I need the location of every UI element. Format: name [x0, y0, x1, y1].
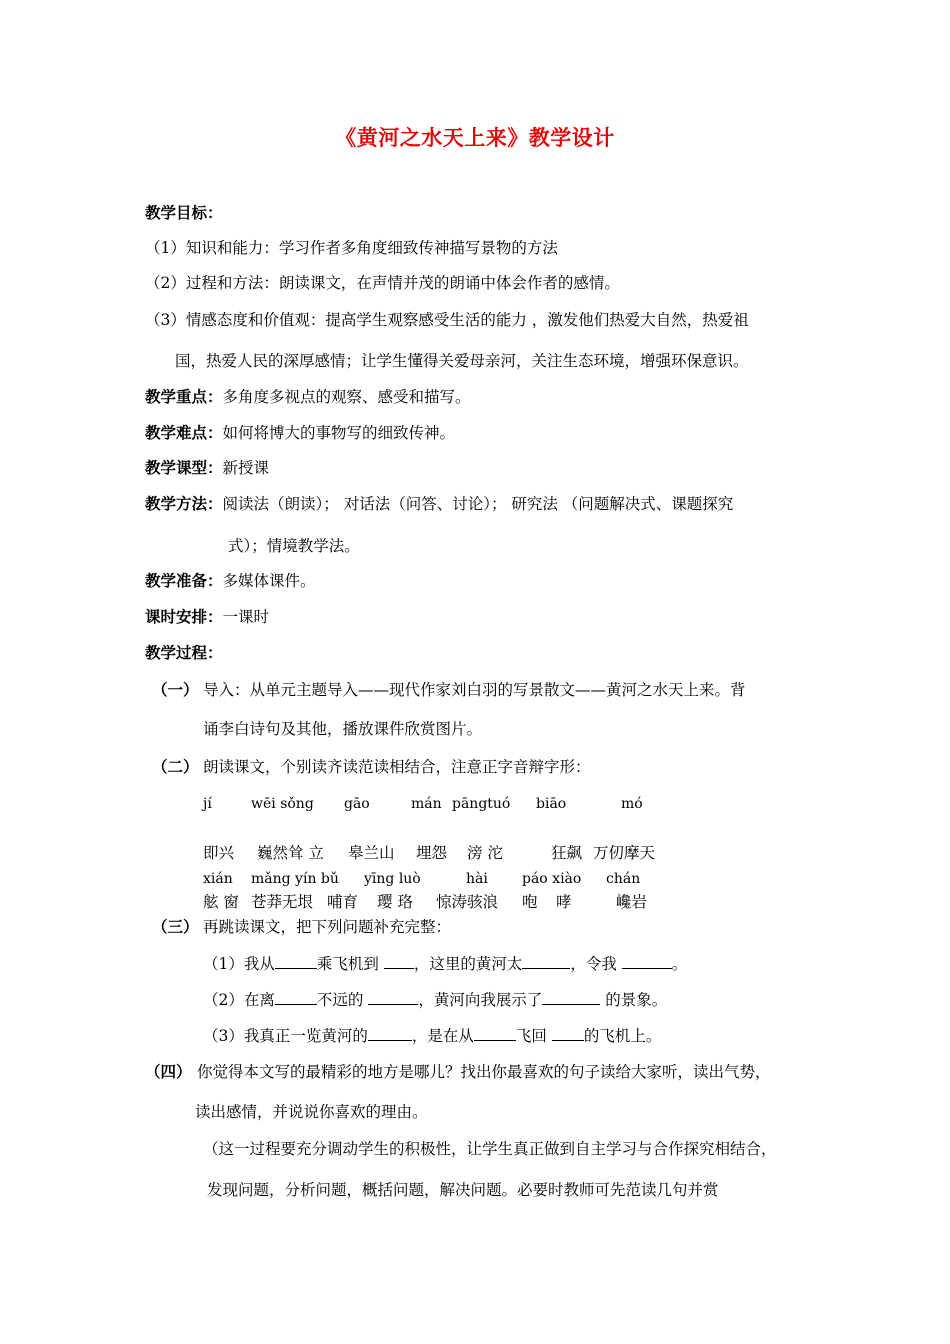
vocab-word: 咆: [522, 893, 538, 911]
pinyin: jí: [203, 796, 212, 812]
step-4-text-2: 读出感情，并说说你喜欢的理由。: [195, 1103, 428, 1121]
question-text: 飞回: [515, 1027, 547, 1045]
goal-1: （1）知识和能力：学习作者多角度细致传神描写景物的方法: [145, 239, 558, 257]
question-text: 。: [671, 955, 688, 973]
answer-blank[interactable]: [384, 954, 414, 969]
pinyin: xián: [203, 871, 233, 887]
question-text: 不远的: [316, 991, 364, 1009]
fill-question-2: [203, 990, 667, 1010]
step-3-label: （三）: [152, 918, 199, 936]
vocab-word: 舷 窗: [203, 893, 239, 911]
pinyin: yīng luò: [364, 871, 421, 887]
answer-blank[interactable]: [368, 1026, 412, 1041]
answer-blank[interactable]: [368, 990, 418, 1005]
question-text: 乘飞机到: [316, 955, 379, 973]
pinyin: páo xiào: [522, 871, 582, 887]
vocab-word: 哮: [556, 893, 572, 911]
step-4-text-1: 你觉得本文写的最精彩的地方是哪儿？找出你最喜欢的句子读给大家听，读出气势，: [197, 1063, 771, 1081]
key-point-row: [145, 387, 471, 407]
schedule-label: 课时安排：: [145, 608, 223, 626]
difficulty-row: [145, 423, 455, 443]
pinyin: chán: [606, 871, 641, 887]
goals-heading: 教学目标：: [145, 204, 223, 222]
question-text: ，令我: [570, 955, 617, 973]
pinyin: mó: [621, 796, 643, 812]
vocab-word: 哺育: [327, 893, 359, 911]
lesson-type-row: [145, 458, 269, 478]
vocab-word: 万仞摩天: [593, 844, 656, 862]
vocab-word: 惊涛骇浪: [436, 893, 499, 911]
teaching-note-1: （这一过程要充分调动学生的积极性，让学生真正做到自主学习与合作探究相结合，: [203, 1140, 777, 1158]
step-4-label: （四）: [145, 1063, 192, 1081]
goal-2: （2）过程和方法：朗读课文，在声情并茂的朗诵中体会作者的感情。: [145, 274, 620, 292]
difficulty-label: 教学难点：: [145, 424, 223, 442]
question-text: （1）我从: [203, 955, 275, 973]
vocab-word: 巉岩: [616, 893, 648, 911]
answer-blank[interactable]: [474, 1026, 516, 1041]
step-3-text: 再跳读课文，把下列问题补充完整：: [203, 918, 452, 936]
vocab-word: 埋怨: [416, 844, 448, 862]
vocab-word: 即兴: [203, 844, 235, 862]
answer-blank[interactable]: [542, 990, 600, 1005]
lesson-type-label: 教学课型：: [145, 459, 223, 477]
step-1-text-2: 诵李白诗句及其他，播放课件欣赏图片。: [203, 720, 483, 738]
teaching-note-2: 发现问题，分析问题，概括问题，解决问题。必要时教师可先范读几句并赏: [207, 1181, 719, 1199]
methods-label: 教学方法：: [145, 495, 223, 513]
methods-text-1: 阅读法（朗读）； 对话法（问答、讨论）； 研究法 （问题解决式、课题探究: [222, 495, 734, 513]
answer-blank[interactable]: [552, 1026, 584, 1041]
step-1-label: （一）: [152, 681, 199, 699]
goal-3-line-2: 国，热爱人民的深厚感情；让学生懂得关爱母亲河，关注生态环境，增强环保意识。: [175, 352, 749, 370]
vocab-word: 巍然耸 立: [257, 844, 324, 862]
preparation-row: [145, 571, 316, 591]
vocab-word: 皋兰山: [348, 844, 395, 862]
step-1-text-1: 导入：从单元主题导入——现代作家刘白羽的写景散文——黄河之水天上来。背: [203, 681, 746, 699]
preparation-text: 多媒体课件。: [222, 572, 316, 590]
methods-text-2: 式）；情境教学法。: [228, 537, 360, 555]
document-title: 《黄河之水天上来》教学设计: [335, 126, 615, 150]
pinyin: mǎng yín bǔ: [251, 871, 339, 887]
schedule-row: [145, 607, 269, 627]
pinyin: wēi sǒng: [251, 796, 314, 812]
key-point-text: 多角度多视点的观察、感受和描写。: [222, 388, 471, 406]
goal-3-line-1: （3）情感态度和价值观：提高学生观察感受生活的能力 ，激发他们热爱大自然，热爱祖: [145, 311, 749, 329]
question-text: （2）在离: [203, 991, 275, 1009]
question-text: （3）我真正一览黄河的: [203, 1027, 368, 1045]
vocab-word: 滂 沱: [467, 844, 503, 862]
vocab-word: 狂飙: [551, 844, 583, 862]
process-heading: 教学过程：: [145, 644, 223, 662]
lesson-type-text: 新授课: [222, 459, 270, 477]
question-text: ，是在从: [411, 1027, 474, 1045]
preparation-label: 教学准备：: [145, 572, 223, 590]
pinyin: mán: [411, 796, 442, 812]
question-text: ，这里的黄河太: [413, 955, 523, 973]
fill-question-3: [203, 1026, 661, 1046]
question-text: 的飞机上。: [583, 1027, 662, 1045]
step-2-label: （二）: [152, 758, 199, 776]
answer-blank[interactable]: [622, 954, 672, 969]
methods-row: [145, 494, 733, 514]
pinyin: hài: [466, 871, 488, 887]
vocab-word: 苍莽无垠: [251, 893, 314, 911]
key-point-label: 教学重点：: [145, 388, 223, 406]
fill-question-1: [203, 954, 687, 974]
answer-blank[interactable]: [275, 954, 317, 969]
difficulty-text: 如何将博大的事物写的细致传神。: [222, 424, 456, 442]
answer-blank[interactable]: [522, 954, 570, 969]
schedule-text: 一课时: [222, 608, 270, 626]
question-text: 的景象。: [605, 991, 668, 1009]
vocab-word: 璎 珞: [377, 893, 413, 911]
question-text: ，黄河向我展示了: [418, 991, 543, 1009]
answer-blank[interactable]: [275, 990, 317, 1005]
pinyin: biāo: [536, 796, 567, 812]
pinyin: pāngtuó: [452, 796, 511, 812]
pinyin: gāo: [344, 796, 370, 812]
step-2-text: 朗读课文，个别读齐读范读相结合，注意正字音辩字形：: [203, 758, 591, 776]
